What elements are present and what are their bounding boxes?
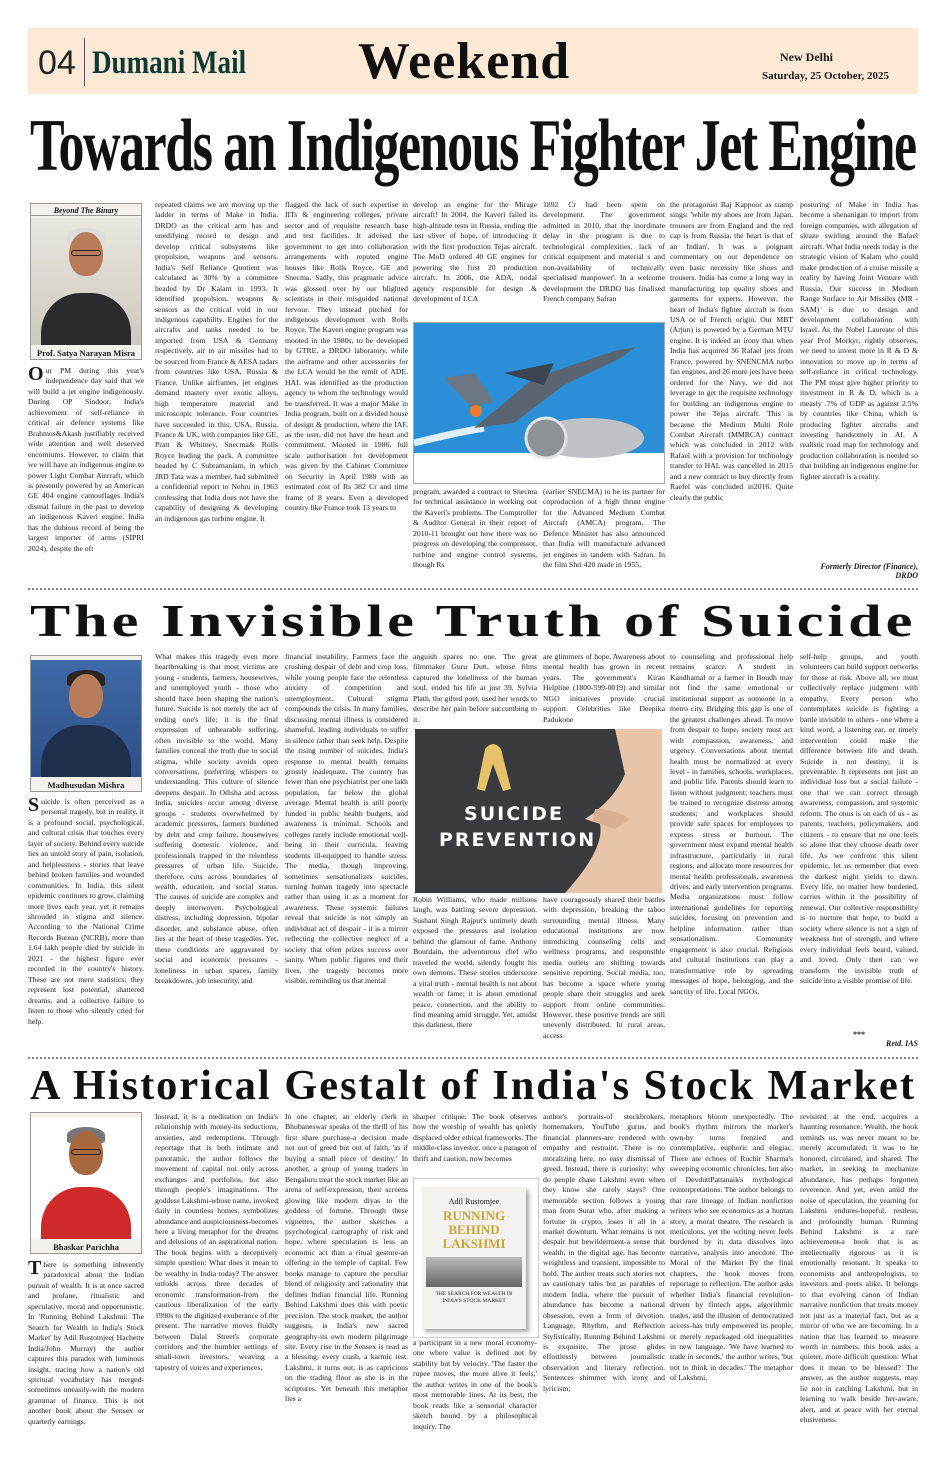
book-cover-image [413,1178,539,1338]
author-name: Madhusudan Mishra [47,780,125,790]
author-name: Bhaskar Parichha [53,1242,119,1252]
article-column: revisited at the end, acquires a haunting resonance. Wealth, the book reminds us, was never meant to be merely accumulated; it was to be honored, circulated, and shared. The market, in seeking to mechanize abundance, has perhaps forgotten reverence. And yet, even amid the noise of speculation, the yearning for Lakshmi endures-hopeful, restless, and profoundly human. Running Behind Lakshmi is a rare achievement-a book that is as intellectually rigorous as it is emotionally resonant. It speaks to economists and anthropologists, to investors and poets alike. It belongs to that evolving canon of Indian narrative nonfiction that treats money not just as a material fact, but as a mirror of who we are becoming. In a nation that has learned to measure worth in numbers, this book asks a quieter, more difficult question: What does it mean to be blessed? The answer, as the author suggests, may lie not in catching Lakshmi, but in learning to walk beside her-aware, alert, and at peace with her eternal elusiveness. [800,1112,918,1425]
article-column: There is something inherently paradoxical about the Indian pursuit of wealth. It is at once sacred and profane, ritualistic and speculative, moral and opportunistic. In 'Running Behind Lakshmi: The Search for Wealth in India's Stock Market' by Adil Rustomjee( Hachette India/John Murray) the author captures this paradox with luminous insight, tracing how a nation's old spiritual vocabulary has merged-sometimes uneasily-with the modern grammar of finance. This is not another book about the Sensex or quarterly earnings. [28,1260,144,1426]
section-title: Weekend [358,33,571,90]
book-illustration [426,1257,522,1287]
end-mark: *** [853,1030,865,1039]
article-column: What makes this tragedy even more heartbreaking is that most victims are young - students, farmers, housewives, and unemployed youth - those who should have been shaping the nation's future. Suicide is not merely the act of ending one's life; it is the final expression of unbearable suffering, often invisible to the world. Many families conceal the truth due to social stigma, while society avoids open conversations, preferring whispers to understanding. This culture of silence deepens despair. In Odisha and across India, suicides occur among diverse groups - students overwhelmed by academic pressures, farmers burdened by debt and crop failure, housewives suffering domestic violence, and professionals trapped in the relentless pressures of urban life. Suicide, therefore, cuts across boundaries of wealth, education, and social status. The causes of suicide are complex and deeply interwoven. Psychological distress, including depression, bipolar disorder, and substance abuse, often lies at the heart of these tragedies. Yet, these conditions are aggravated by social and economic pressures - loneliness in urban spaces, family breakdowns, job insecurity, and [155,652,278,986]
book-subtitle: THE SEARCH FOR WEALTH IN INDIA'S STOCK MARKET [435,1291,513,1304]
article-column: repeated claims we are moving up the ladder in terms of Make in India. DRDO as the critical arm has and unedifying record to design and develop critical subsystems like propulsion, weapons and sensors. India's Self Reliance Quotient was calculated as 30% by a committee headed by Dr Kalam in 1993. It identified propulsion, weapons & sensors as the critical void in our indigenous capability. Engines for the aircrafts and tanks needed to be imported from USA & Germany respectively, air to air missiles had to be sourced from France & AESA radars from countries like USA, Russia & France. Unlike airframes, jet engines demand mastery over exotic alloys, high temperature material and microscopic tolerance. Four countries have succeeded in this; USA, Russia, France & UK, with companies like GE, Pratt & Whitney, Snecma& Rolls Royce leading the pack. A committee headed by C Subramaniam, in which JRD Tata was a member, had submitted a confidential report to Nehru in 1963 confessing that India does not have the capability of designing & developing an indigenous gas turbine engine. It [155,200,278,523]
article-column: (earlier SNECMA) to be its partner for coproduction of a high thrust engine for the Advanced Medium Combat Aircraft (AMCA) program. The Defence Minister has also announced that India will manufacture advanced jet engines in tandem with Safran. In the film Shri 420 made in 1955, [543,487,665,570]
article-column: In one chapter, an elderly clerk in Bhubaneswar speaks of the thrill of his first share purchase-a decision made not out of greed but out of faith, 'as if buying a small piece of destiny.' In another, a group of young traders in Bengaluru treat the stock market like an arena of self-expression, their screens glowing like modern diyas to the goddess of fortune. Through these vignettes, the author sketches a psychological cartography of risk and hope, where speculation is less an economic act than a ritual gesture-an offering in the temple of capital. Few books manage to capture the peculiar blend of religiosity and rationality that defines Indian financial life. Running Behind Lakshmi does this with poetic precision. The stock market, the author suggests, is India's new sacred geography-its own modern pilgrimage site. Every rise in the Sensex is read as a blessing; every crash, a karmic test. Lakshmi, it turns out, is as capricious on the trading floor as she is in the scriptures. Yet beneath this metaphor lies a [285,1112,408,1404]
article-headline: The Invisible Truth of Suicide [30,595,917,646]
article-column: financial instability. Farmers face the crushing despair of debt and crop loss, while young people face the relentless anxiety of competition and unemployment. Cultural stigma compounds the crisis. In many families, discussing mental illness is considered shameful, leading individuals to suffer in silence rather than seek help. Despite the rising number of suicides, India's response to mental health remains grossly inadequate. The country has fewer than one psychiatrist per one lakh population, far below the global average. Mental health is still poorly funded in public health budgets, and awareness is minimal. Schools and colleges rarely include emotional well-being in their curricula, leaving students ill-equipped to handle stress. The media, though improving, sometimes sensationalizes suicides, turning human tragedy into spectacle rather than using it as a moment for awareness. These systemic failures reveal that suicide is not simply an individual act of despair - it is a mirror reflecting the collective neglect of a society that often prizes success over sanity. When public figures end their lives, the tragedy becomes more visible, reminding us that mental [285,652,408,986]
article-column: develop an engine for the Mirage aircraft! In 2004, the Kaveri failed its high-altitude tests in Russia, ending the last sliver of hope, of introducing it with the first production Tejas aircraft. The MoD ordered 40 GE engines for powering the first 20 production aircraft. In 2006, the ADA, nodal agency responsible for design & development of LCA [413,200,537,304]
section-divider [28,588,918,590]
author-credit [800,562,918,580]
suicide-prevention-image [415,729,662,893]
article-headline: A Historical Gestalt of India's Stock Market [30,1063,916,1109]
section-divider [28,1057,918,1059]
dateline-city: New Delhi [780,50,833,64]
page-number: 04 [38,44,76,82]
credit-line: DRDO [895,571,918,580]
paper-name: Dumani Mail [92,45,247,81]
article-column: posturing of Make in India has become a shenanigan to import from foreign companies, with allegation of sleaze swirling around the Rafael aircraft. What India needs today is the strategic vision of Kalam who could make production of a cruise missile a reality by having Joint Venture with Russia. Our success in Medium Range Surface to Air Missiles (MR -SAM) is due to design and development collaboration with Israel. As the Nobel Laureate of this year Prof Morkyr, rightly observes, we need to invest more in R & D & innovation to move up in terms of self-reliance in critical technology. The PM must give higher priority to investment in R & D, which is a measly .7% of GDP as against 2.5% by countries like China, which is producing fighter aircrafts and investing handsomely in AI. A realistic road map for technology and production collaboration is needed so that building an indigenous engine for fighter aircraft is a reality. [800,200,918,481]
article-column: to counseling and professional help remains scarce. A student in Kandhamal or a farmer in Boudh may not find the same emotional or institutional support as someone in a metro city. Bridging this gap is one of the greatest challenges ahead. To move from despair to hope, society must act with compassion, awareness, and urgency. Conversations about mental health must be normalized at every level - in families, schools, workplaces, and public life. Parents should learn to listen without judgment; teachers must be trained to recognize distress among students; and workplaces should provide safe spaces for employees to express stress or burnout. The government must expand mental health infrastructure, particularly in rural regions, and allocate more resources for mental health professionals, awareness drives, and early intervention programs. Media organizations must follow international guidelines for reporting suicides, focusing on prevention and helpline information rather than sensationalism. Community engagement is also crucial. Religious and cultural institutions can play a transformative role by spreading messages of hope, belonging, and the sanctity of life. Local NGOs, [670,652,793,996]
article-column: flagged the lack of such expertise in IITs & engineering colleges, private sector and of requisite research base and test facilities. It advised the government to get into collaboration arrangements with reputed engine houses like Rolls Royce, GE and Snecma. Sadly, this pragmatic advice was glossed over by our blighted scientists in their misguided national fervour. They instead pitched for indigenous development with Rolls Royce. The Kaveri engine program was mooted in the 1980s, to be developed by GTRE, a DRDO laboratory, while the airframe and other accessories for the LCA would be the remit of ADE. HAL was identified as the production agency to whom the technology would be transferred. It was a major Make in India program, built on a divided house of design & production, where the IAF, as the user, did not have the heart and commitment. Mooted in 1986, full scale authorisation for development was given by the Cabinet Committee on Security in April 1989 with an estimated cost of Rs 382 Cr and time frame of 8 years. Even a developed country like France took 13 years to [285,200,408,513]
masthead-divider [84,38,85,86]
author-photo [30,655,142,792]
article-column: Robin Williams, who made millions laugh, was battling severe depression. Sushant Singh Rajput's untimely death exposed the pressures and isolation behind the glamour of fame. Anthony Bourdain, the adventurous chef who traveled the world, silently fought his own demons. These stories underscore a vital truth - mental health is not about wealth or fame; it is about emotional peace, connection, and the ability to find meaning amid struggle. Yet, amidst this darkness, there [413,895,537,1030]
article-column: are glimmers of hope. Awareness about mental health has grown in recent years. The government's Kiran Helpline (1800-599-0019) and similar NGO initiatives provide crucial support. Celebrities like Deepika Padukone [543,652,665,724]
article-column: program, awarded a contract to Snecma for technical assistance in working out the Kaveri's problems. The Comptroller & Auditor General in their report of 2010-11 brought out how there was no progress on developing the compressor, turbine and engine control systems, though Rs [413,487,537,570]
article-column: metaphors bloom unexpectedly. The book's rhythm mirrors the market's own-by turns frenzied and contemplative, euphoric and elegiac. There are echoes of Ruchir Sharma's sweeping economic chronicles, but also of DevduttPattanaik's mythological reinterpretations. The author belongs to that rare lineage of Indian nonfiction writers who see economics as a human story, a moral theatre. The research is meticulous, yet the writing never feels burdened by it; data dissolves into narrative, analysis into anecdote. The Moral of the Market By the final chapters, the book moves from reportage to reflection. The author asks whether India's financial revolution-driven by fintech apps, algorithmic trades, and the illusion of democratized access-has truly empowered its people, or merely repackaged old inequalities in new language. 'We have learned to trade in seconds,' the author writes, 'but not to think in decades.' The metaphor of Lakshmi, [670,1112,793,1383]
article-column: the protagonist Raj Kappoor as tramp sings: 'while my shoes are from Japan, trousers are from England and the red cap is from Russia, the heart is that of an Indian'. It was a poignant commentary on our dependence on even basic necessity like shoes and trousers. India has come a long way in manufacturing top quality shoes and garments for experts. However, the heart of India's fighter aircraft is from USA or of French origin. Our MBT (Arjun) is powered by a German MTU engine. It is indeed an irony that when India has acquired 36 Rafael jets from France, powered by SNENCMA turbo fan engines, and 26 more jets have been ordered for the Navy, we did not leverage to get the requisite technology for building an indigenous engine to power the Tejas aircraft. This is because the Medium Multi Role Combat Aircraft (MMRCA) contract which was concluded in 2012 with Rafael with a provision for technology transfer to HAL was cancelled in 2015 and a new contract to buy directly from Raefel was concluded in2016. Quite clearly the public [670,200,793,502]
masthead [28,28,918,94]
article-column: have courageously shared their battles with depression, breaking the taboo surrounding mental illness. Many educational institutions are now introducing counseling cells and wellness programs, and responsible media outlets are shifting towards sensitive reporting. Social media, too, has become a space where young people share their struggles and seek support from online communities. However, these positive trends are still unevenly distributed. In rural areas, access [543,895,665,1040]
article-column: author's portraits-of stockbrokers, homemakers, YouTube gurus, and financial planners-are rendered with empathy and restraint. There is no moralizing here, no easy dismissal of greed. Instead, there is curiosity: why do people chase Lakshmi even when they know she rarely stays? One memorable section follows a young man from Surat who, after making a fortune in crypto, loses it all in a market downturn. What remains is not despair but bewilderment-a sense that wealth, in the digital age, has become weightless and transient, impossible to hold. The author treats such stories not as cautionary tales but as parables of modern India, where the pursuit of abundance has become a national obsession, even a form of devotion. Language, Rhythm, and Reflection Stylistically, Running Behind Lakshmi is exquisite. The prose glides effortlessly between journalistic observation and literary reflection. Sentences shimmer with irony and lyricism; [543,1112,665,1393]
article-column: a participant in a new moral economy-one where value is defined not by stability but by velocity. 'The faster the rupee moves, the more alive it feels,' the author writes in one of the book's most memorable lines. At its best, the book reads like a sensorial character sketch bound by a philosophical inquiry. The [413,1338,537,1431]
book-author: Adil Rustomjee [448,1197,500,1206]
article-column: anguish spares no one. The great filmmaker Guru Dutt, whose films captured the loneliness of the human soul, ended his life at just 39. Sylvia Plath, the gifted poet, used her words to describe her pain before succumbing to it. [413,652,537,724]
article-headline: Towards an Indigenous Fighter Jet Engine [30,105,916,187]
article-column: Instead, it is a meditation on India's relationship with money-its seductions, anxieties, and redemptions. Through reportage that is both intimate and panoramic, the author follows the movement of capital not only across exchanges and portfolios, but also through people's imaginations. The goddess Lakshmi-whose name, invoked daily in countless homes, symbolizes abundance and auspiciousness-becomes here a living metaphor for the dreams and delusions of an aspirational nation. The book begins with a deceptively simple question: What does it mean to be wealthy in India today? The answer unfolds across three decades of economic transformation-from the cautious liberalization of the early 1990s to the digitized exuberance of the present. The narrative moves fluidly between Dalal Street's corporate corridors and the humbler settings of small-town investors, weaving a tapestry of voices and experiences. [155,1112,278,1372]
author-photo [30,1112,142,1254]
fighter-jet-image [413,322,665,484]
dateline-date: Saturday, 25 October, 2025 [762,70,890,82]
article-column: Suicide is often perceived as a personal tragedy, but in reality, it is a profound social, psychological, and cultural crisis that touches every layer of society. Behind every suicide lies an untold story of pain, isolation, and helplessness - stories that leave behind broken families and wounded communities. In India, this silent epidemic continues to grow, claiming more lives each year, yet it remains shrouded in stigma and silence. According to the National Crime Records Bureau (NCRB), more than 1.64 lakh people died by suicide in 2021 - the highest figure ever recorded in the country's history. These are not mere statistics; they represent lost potential, shattered dreams, and a collective failure to listen to those who silently cried for help. [28,797,144,1026]
author-photo [30,203,142,360]
article-column: 1892 Cr had been spent on development. The government admitted in 2010, that the inordinate delay in the program is due to technological complexities, lack of critical equipment and material s and non-availability of technically specialised manpower'. In a welcome development the DRDO has finalised French company Safran [543,200,665,304]
book-title: RUNNING BEHIND LAKSHMI [442,1208,506,1251]
article-column: sharper critique. The book observes how the worship of wealth has quietly displaced older ethical frameworks. The middle-class investor, once a paragon of thrift and caution, now becomes [413,1112,537,1163]
credit-line: Formerly Director (Finance), [820,562,918,571]
article-column: Our PM during this year's independence day said that we will build a jet engine indigenously. During OP Sindoor, India's achievement of self-reliance in critical air defence systems like Brahmos&Akash justifiably received wide attention and well deserved encomiums. However, to claim that we will have an indigenous engine to power Light Combat Aircraft, which is presently powered by an American GE 404 engine camouflages India's dismal failure in the past to develop an indigenous Kaveri engine. India has the dubious record of being the largest importer of arms (SIPRI 2024), despite the oft [28,366,144,553]
column-label: Beyond The Binary [31,206,141,216]
image-lettering: SUICIDE PREVENTION [439,803,597,851]
author-credit [800,1030,918,1048]
article-column: self-help groups, and youth volunteers can build support networks for those at risk. Above all, we must collectively replace judgment with empathy. Every person who contemplates suicide is fighting a battle invisible to others - one where a kind word, a listening ear, or timely intervention could make the difference between life and death. Suicide is not destiny; it is preventable. It represents not just an individual loss but a social failure - one that we can correct through awareness, compassion, and systemic reform. The onus is on each of us - as parents, teachers, policymakers, and citizens - to ensure that no one feels so alone that they choose death over life. As we confront this silent epidemic, let us remember that even the darkest night yields to dawn. Every life, no matter how burdened, carries within it the possibility of renewal. Our collective responsibility is to nurture that hope, to build a society where silence is not a sign of weakness but of strength, and where every individual feels heard, valued, and loved. Only then can we transform the invisible truth of suicide into a visible promise of life. [800,652,918,986]
credit-line: Retd. IAS [885,1039,918,1048]
author-name: Prof. Satya Narayan Misra [36,348,136,358]
